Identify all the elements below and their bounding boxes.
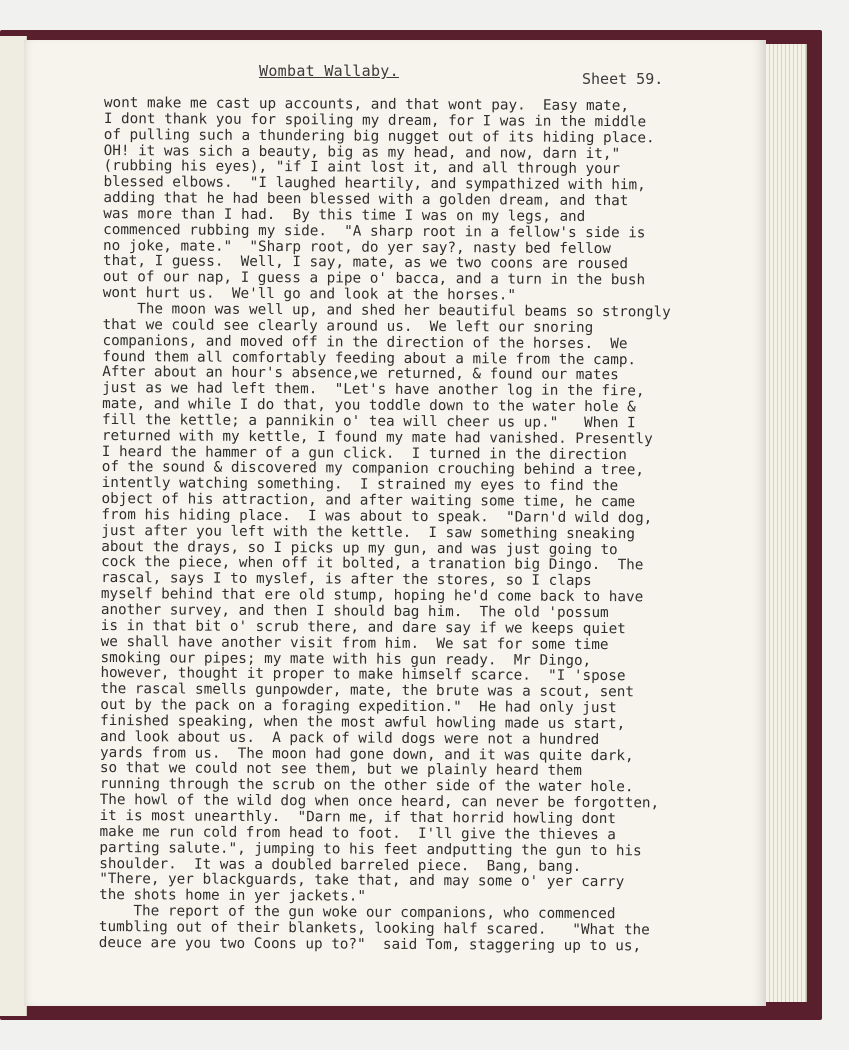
text-line: object of his attraction, and after waiting some time, he came [101, 491, 636, 511]
text-line: mate, and while I do that, you toddle down to the water hole & [102, 396, 636, 416]
text-line: intently watching something. I strained my eyes to find the [101, 475, 619, 495]
text-line: just after you left with the kettle. I saw something sneaking [101, 522, 636, 543]
text-line: however, thought it proper to make himself scarce. "I 'spose [100, 665, 626, 685]
text-line: so that we could not see them, but we plainly heard them [99, 760, 582, 780]
text-line: out by the pack on a foraging expedition." He had only just [100, 697, 617, 717]
text-line: make me run cold from head to foot. I'll give the thieves a [99, 823, 616, 843]
text-line: that, I guess. Well, I say, mate, as we two coons are roused [102, 253, 629, 273]
text-line: OH! it was sich a beauty, big as my head, and now, darn it," [103, 142, 621, 162]
text-line: returned with my kettle, I found my mate had vanished. Presently [101, 427, 653, 448]
text-line: parting salute.", jumping to his feet andputting the gun to his [99, 839, 642, 859]
text-line: The report of the gun woke our companions, who commenced [98, 903, 616, 923]
text-line: wont make me cast up accounts, and that wont pay. Easy mate, [103, 95, 630, 115]
text-line: we shall have another visit from him. We sat for some time [100, 633, 609, 653]
text-line: running through the scrub on the other side of the water hole. [99, 776, 634, 796]
text-line: After about an hour's absence,we returned, & found our mates [102, 364, 619, 384]
text-line: adding that he had been blessed with a golden dream, and that [103, 190, 629, 210]
text-line: (rubbing his eyes), "if I aint lost it, and all through your [103, 158, 621, 178]
text-line: was more than I had. By this time I was on my legs, and [103, 205, 586, 225]
text-line: finished speaking, when the most awful howling made us start, [100, 712, 626, 733]
text-line: out of our nap, I guess a pipe o' bacca, and a turn in the bush [102, 269, 646, 289]
text-line: commenced rubbing my side. "A sharp root in a fellow's side is [103, 221, 646, 242]
text-line: tumbling out of their blankets, looking half scared. "What the [98, 918, 650, 939]
text-line: from his hiding place. I was about to speak. "Darn'd wild dog, [101, 506, 653, 527]
text-line: shoulder. It was a doubled barreled piece. Bang, bang. [99, 855, 582, 875]
body-text [99, 96, 734, 955]
text-line: the rascal smells gunpowder, mate, the brute was a scout, sent [100, 681, 635, 701]
document-title: Wombat Wallaby. [259, 62, 399, 80]
text-line: The moon was well up, and shed her beautiful beams so strongly [102, 300, 671, 321]
text-line: the shots home in yer jackets." [99, 887, 367, 905]
text-line: about the drays, so I picks up my gun, and was just going to [101, 538, 618, 558]
text-line: The howl of the wild dog when once heard, can never be forgotten, [99, 792, 660, 812]
text-line: and look about us. A pack of wild dogs were not a hundred [100, 728, 600, 748]
text-line: I heard the hammer of a gun click. I turned in the direction [101, 443, 627, 463]
text-line: is in that bit o' scrub there, and dare say if we keeps quiet [100, 617, 626, 638]
text-line: myself behind that ere old stump, hoping he'd come back to have [100, 586, 644, 606]
text-line: that we could see clearly around us. We left our snoring [102, 316, 594, 336]
text-line: another survey, and then I should bag him. The old 'possum [100, 601, 609, 622]
text-line: smoking our pipes; my mate with his gun ready. Mr Dingo, [100, 649, 592, 669]
text-line: fill the kettle; a pannikin o' tea will cheer us up." When I [101, 411, 636, 432]
text-line: of the sound & discovered my companion crouching behind a tree, [101, 459, 645, 479]
text-line: it is most unearthly. "Darn me, if that horrid howling dont [99, 807, 617, 828]
text-line: rascal, says I to myslef, is after the stores, so I claps [101, 570, 592, 590]
text-line: found them all comfortably feeding about a mile from the camp. [102, 348, 637, 368]
text-line: no joke, mate." "Sharp root, do yer say?, nasty bed fellow [103, 237, 611, 257]
document-page [24, 40, 766, 1006]
page-header [24, 60, 766, 86]
text-line: of pulling such a thundering big nugget out of its hiding place. [103, 126, 655, 147]
text-line: cock the piece, when off it bolted, a tranation big Dingo. The [101, 554, 644, 574]
text-line: "There, yer blackguards, take that, and may some o' yer carry [99, 871, 625, 891]
text-line: just as we had left them. "Let's have another log in the fire, [102, 380, 645, 400]
text-line: I dont thank you for spoiling my dream, for I was in the middle [103, 110, 647, 131]
text-line: deuce are you two Coons up to?" said Tom, staggering up to us, [98, 934, 642, 955]
facing-page [0, 36, 27, 1016]
text-line: blessed elbows. "I laughed heartily, and sympathized with him, [103, 174, 646, 194]
text-line: companions, and moved off in the direction of the horses. We [102, 332, 628, 352]
sheet-number: Sheet 59. [582, 70, 664, 88]
text-line: wont hurt us. We'll go and look at the horses." [102, 285, 517, 304]
text-line: yards from us. The moon had gone down, and it was quite dark, [99, 744, 634, 764]
